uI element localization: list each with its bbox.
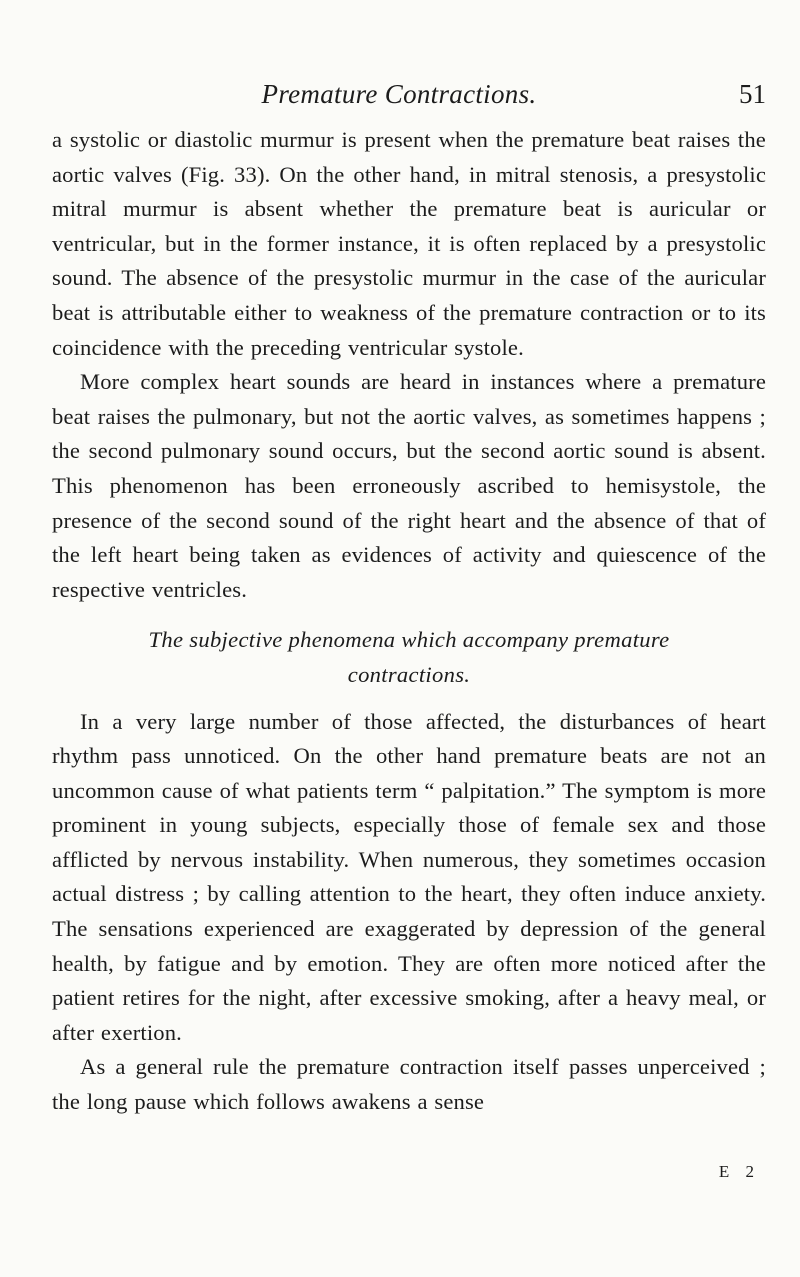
- paragraph-general-rule: As a general rule the premature contraction itself passes unperceived ; the long pause which follows awakens a sense: [52, 1054, 766, 1115]
- running-title: Premature Contractions.: [261, 79, 537, 109]
- paragraph-subjective-phenomena: In a very large number of those affected, the disturbances of heart rhythm pass unnoticed. On the other hand premature beats are not an uncommon cause of what patients term “ palpitation.” The symptom is more prominent in young subjects, especially those of female sex and those afflicted by nervous instability. When numerous, they sometimes occasion actual distress ; by calling attention to the heart, they often induce anxiety. The sensations experienced are exaggerated by depression of the general health, by fatigue and by emotion. They are often more noticed after the patient retires for the night, after excessive smoking, after a heavy meal, or after exertion.: [52, 708, 766, 1045]
- section-heading: [52, 623, 766, 692]
- section-heading-line-1: The subjective phenomena which accompany premature: [148, 627, 670, 653]
- paragraph-continuation: a systolic or diastolic murmur is present when the premature beat raises the aortic valves (Fig. 33). On the other hand, in mitral stenosis, a presystolic mitral murmur is absent whether the premature beat is auricular or ventricular, but in the former instance, it is often replaced by a presystolic sound. The absence of the presystolic murmur in the case of the auricular beat is attributable either to weakness of the premature contraction or to its coincidence with the preceding ventricular systole.: [52, 127, 766, 360]
- book-page: [52, 74, 766, 1120]
- running-head: [52, 74, 766, 114]
- body-text: [52, 123, 766, 1120]
- section-heading-line-2: contractions.: [347, 661, 471, 687]
- paragraph-complex-heart-sounds: More complex heart sounds are heard in instances where a premature beat raises the pulmonary, but not the aortic valves, as sometimes happens ; the second pulmonary sound occurs, but the second aortic sound is absent. This phenomenon has been erroneously ascribed to hemisystole, the presence of the second sound of the right heart and the absence of that of the left heart being taken as evidences of activity and quiescence of the respective ventricles.: [52, 369, 766, 602]
- signature-mark: E 2: [718, 1162, 760, 1181]
- page-number: 51: [739, 79, 766, 109]
